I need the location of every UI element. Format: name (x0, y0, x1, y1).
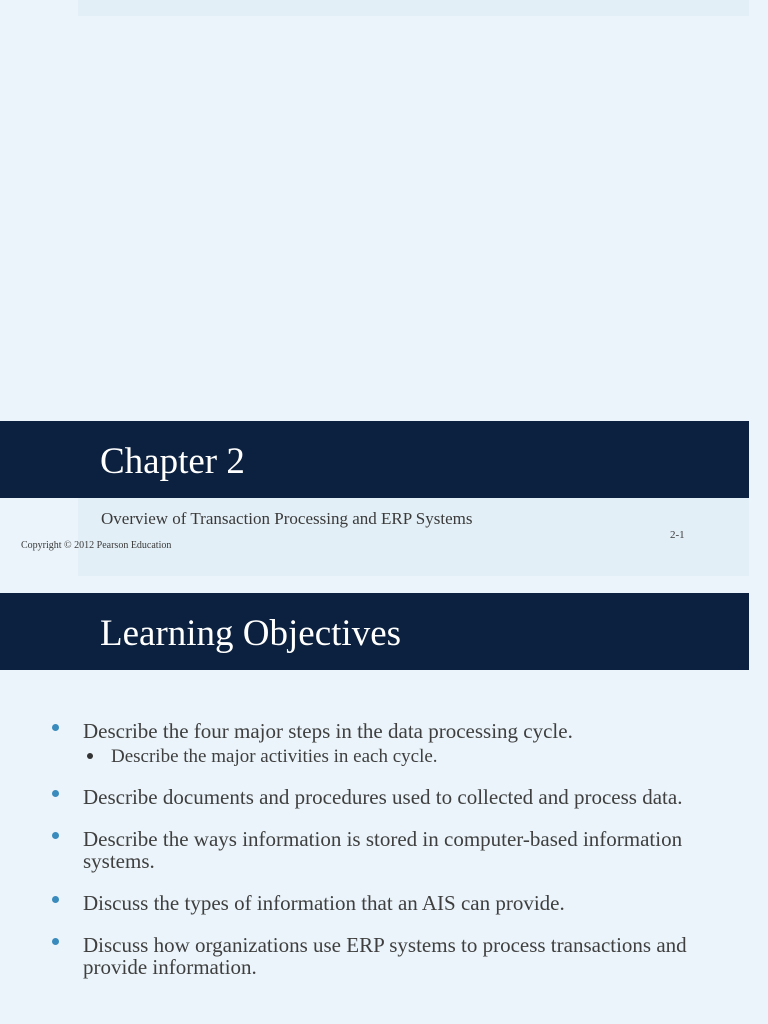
previous-slide-edge (78, 0, 749, 16)
slide1-title: Chapter 2 (100, 441, 245, 482)
bullet-icon (52, 724, 59, 731)
bullet-icon (52, 832, 59, 839)
sub-objective-text: Describe the major activities in each cycle. (111, 746, 438, 767)
sub-objective-item (52, 746, 712, 768)
objective-text: Discuss how organizations use ERP systems to process transactions and provide information. (83, 933, 687, 979)
objective-text: Discuss the types of information that an AIS can provide. (83, 891, 565, 915)
objective-text: Describe documents and procedures used to collected and process data. (83, 785, 683, 809)
objective-item (52, 720, 712, 742)
objective-text: Describe the ways information is stored in computer-based information systems. (83, 827, 683, 873)
objective-text: Describe the four major steps in the data processing cycle. (83, 719, 573, 743)
objective-item (52, 892, 712, 914)
bullet-icon (52, 938, 59, 945)
objective-item (52, 934, 712, 978)
bullet-icon (52, 790, 59, 797)
slide2-title-band (0, 593, 749, 670)
slide1-title-band (0, 421, 749, 498)
objectives-list (52, 720, 712, 978)
objective-item (52, 828, 712, 872)
copyright-notice: Copyright © 2012 Pearson Education (21, 540, 172, 551)
bullet-icon (87, 753, 93, 759)
slide2-title: Learning Objectives (100, 613, 402, 654)
slide1-subtitle: Overview of Transaction Processing and ERP Systems (101, 509, 473, 528)
objective-item (52, 786, 712, 808)
slide-number: 2-1 (670, 529, 685, 541)
bullet-icon (52, 896, 59, 903)
